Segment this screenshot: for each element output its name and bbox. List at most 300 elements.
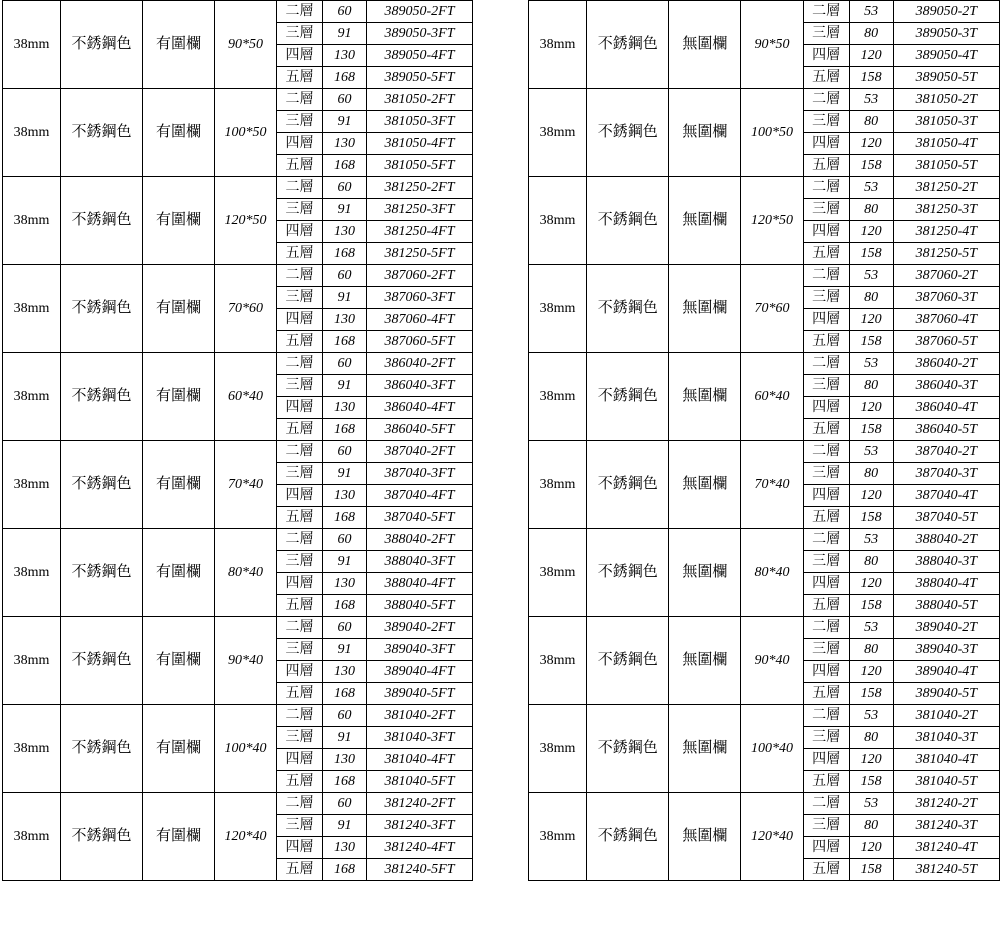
size-cell: 100*40 bbox=[741, 705, 803, 793]
model-code-cell: 387060-5FT bbox=[367, 331, 473, 353]
size-cell: 120*40 bbox=[741, 793, 803, 881]
layer-cell: 四層 bbox=[277, 749, 323, 771]
layer-cell: 五層 bbox=[277, 507, 323, 529]
model-code-cell: 381040-4T bbox=[893, 749, 999, 771]
table-row bbox=[3, 441, 473, 463]
quantity-cell: 60 bbox=[323, 617, 367, 639]
model-code-cell: 386040-4FT bbox=[367, 397, 473, 419]
quantity-cell: 91 bbox=[323, 639, 367, 661]
model-code-cell: 389040-2T bbox=[893, 617, 999, 639]
model-code-cell: 388040-3T bbox=[893, 551, 999, 573]
model-code-cell: 381250-5T bbox=[893, 243, 999, 265]
layer-cell: 四層 bbox=[803, 749, 849, 771]
fence-cell: 有圍欄 bbox=[143, 353, 215, 441]
model-code-cell: 388040-5FT bbox=[367, 595, 473, 617]
layer-cell: 二層 bbox=[803, 705, 849, 727]
table-row bbox=[3, 353, 473, 375]
panel-divider bbox=[470, 0, 528, 10]
model-code-cell: 389050-4FT bbox=[367, 45, 473, 67]
model-code-cell: 381040-4FT bbox=[367, 749, 473, 771]
quantity-cell: 53 bbox=[849, 705, 893, 727]
layer-cell: 二層 bbox=[803, 441, 849, 463]
quantity-cell: 60 bbox=[323, 89, 367, 111]
quantity-cell: 120 bbox=[849, 221, 893, 243]
model-code-cell: 381240-4T bbox=[893, 837, 999, 859]
quantity-cell: 53 bbox=[849, 529, 893, 551]
layer-cell: 五層 bbox=[277, 419, 323, 441]
layer-cell: 三層 bbox=[277, 639, 323, 661]
quantity-cell: 120 bbox=[849, 837, 893, 859]
table-row bbox=[529, 353, 1000, 375]
quantity-cell: 53 bbox=[849, 177, 893, 199]
model-code-cell: 381250-4FT bbox=[367, 221, 473, 243]
quantity-cell: 158 bbox=[849, 859, 893, 881]
layer-cell: 三層 bbox=[803, 815, 849, 837]
quantity-cell: 130 bbox=[323, 573, 367, 595]
quantity-cell: 91 bbox=[323, 199, 367, 221]
model-code-cell: 389040-4FT bbox=[367, 661, 473, 683]
quantity-cell: 168 bbox=[323, 859, 367, 881]
layer-cell: 三層 bbox=[277, 199, 323, 221]
quantity-cell: 60 bbox=[323, 793, 367, 815]
layer-cell: 三層 bbox=[803, 23, 849, 45]
table-row bbox=[529, 1, 1000, 23]
color-cell: 不銹鋼色 bbox=[61, 617, 143, 705]
layer-cell: 三層 bbox=[803, 375, 849, 397]
layer-cell: 三層 bbox=[277, 287, 323, 309]
model-code-cell: 387040-4T bbox=[893, 485, 999, 507]
quantity-cell: 80 bbox=[849, 375, 893, 397]
quantity-cell: 91 bbox=[323, 375, 367, 397]
quantity-cell: 91 bbox=[323, 727, 367, 749]
layer-cell: 四層 bbox=[277, 133, 323, 155]
quantity-cell: 80 bbox=[849, 199, 893, 221]
thickness-cell: 38mm bbox=[3, 1, 61, 89]
quantity-cell: 120 bbox=[849, 749, 893, 771]
fence-cell: 無圍欄 bbox=[669, 441, 741, 529]
layer-cell: 二層 bbox=[803, 177, 849, 199]
model-code-cell: 386040-5FT bbox=[367, 419, 473, 441]
quantity-cell: 130 bbox=[323, 485, 367, 507]
quantity-cell: 60 bbox=[323, 441, 367, 463]
quantity-cell: 120 bbox=[849, 397, 893, 419]
quantity-cell: 168 bbox=[323, 771, 367, 793]
quantity-cell: 120 bbox=[849, 573, 893, 595]
fence-cell: 無圍欄 bbox=[669, 177, 741, 265]
color-cell: 不銹鋼色 bbox=[587, 705, 669, 793]
size-cell: 90*50 bbox=[215, 1, 277, 89]
layer-cell: 四層 bbox=[803, 133, 849, 155]
color-cell: 不銹鋼色 bbox=[587, 89, 669, 177]
quantity-cell: 130 bbox=[323, 221, 367, 243]
size-cell: 100*40 bbox=[215, 705, 277, 793]
layer-cell: 二層 bbox=[803, 617, 849, 639]
quantity-cell: 130 bbox=[323, 309, 367, 331]
model-code-cell: 388040-4T bbox=[893, 573, 999, 595]
table-row bbox=[529, 705, 1000, 727]
fence-cell: 有圍欄 bbox=[143, 89, 215, 177]
model-code-cell: 387040-2FT bbox=[367, 441, 473, 463]
layer-cell: 五層 bbox=[277, 155, 323, 177]
layer-cell: 三層 bbox=[803, 111, 849, 133]
quantity-cell: 80 bbox=[849, 111, 893, 133]
layer-cell: 五層 bbox=[803, 595, 849, 617]
model-code-cell: 381050-5T bbox=[893, 155, 999, 177]
model-code-cell: 387060-2T bbox=[893, 265, 999, 287]
thickness-cell: 38mm bbox=[3, 89, 61, 177]
thickness-cell: 38mm bbox=[529, 265, 587, 353]
quantity-cell: 91 bbox=[323, 111, 367, 133]
quantity-cell: 120 bbox=[849, 133, 893, 155]
layer-cell: 二層 bbox=[277, 177, 323, 199]
model-code-cell: 389040-2FT bbox=[367, 617, 473, 639]
quantity-cell: 130 bbox=[323, 397, 367, 419]
size-cell: 100*50 bbox=[215, 89, 277, 177]
layer-cell: 三層 bbox=[803, 727, 849, 749]
fence-cell: 有圍欄 bbox=[143, 529, 215, 617]
layer-cell: 四層 bbox=[277, 45, 323, 67]
model-code-cell: 389040-4T bbox=[893, 661, 999, 683]
fence-cell: 有圍欄 bbox=[143, 265, 215, 353]
layer-cell: 五層 bbox=[277, 67, 323, 89]
fence-cell: 無圍欄 bbox=[669, 705, 741, 793]
model-code-cell: 381050-2T bbox=[893, 89, 999, 111]
model-code-cell: 387060-3T bbox=[893, 287, 999, 309]
layer-cell: 三層 bbox=[277, 727, 323, 749]
model-code-cell: 381050-2FT bbox=[367, 89, 473, 111]
size-cell: 80*40 bbox=[215, 529, 277, 617]
thickness-cell: 38mm bbox=[529, 89, 587, 177]
layer-cell: 四層 bbox=[803, 221, 849, 243]
layer-cell: 三層 bbox=[803, 287, 849, 309]
quantity-cell: 168 bbox=[323, 595, 367, 617]
layer-cell: 三層 bbox=[803, 551, 849, 573]
color-cell: 不銹鋼色 bbox=[61, 793, 143, 881]
quantity-cell: 158 bbox=[849, 67, 893, 89]
model-code-cell: 389040-3FT bbox=[367, 639, 473, 661]
table-row bbox=[529, 177, 1000, 199]
layer-cell: 三層 bbox=[277, 111, 323, 133]
layer-cell: 五層 bbox=[803, 507, 849, 529]
thickness-cell: 38mm bbox=[529, 617, 587, 705]
size-cell: 70*60 bbox=[741, 265, 803, 353]
quantity-cell: 91 bbox=[323, 551, 367, 573]
size-cell: 100*50 bbox=[741, 89, 803, 177]
model-code-cell: 381240-2FT bbox=[367, 793, 473, 815]
size-cell: 70*40 bbox=[215, 441, 277, 529]
model-code-cell: 386040-2T bbox=[893, 353, 999, 375]
color-cell: 不銹鋼色 bbox=[587, 617, 669, 705]
quantity-cell: 91 bbox=[323, 815, 367, 837]
quantity-cell: 168 bbox=[323, 155, 367, 177]
model-code-cell: 386040-3FT bbox=[367, 375, 473, 397]
thickness-cell: 38mm bbox=[3, 441, 61, 529]
layer-cell: 四層 bbox=[277, 485, 323, 507]
layer-cell: 三層 bbox=[277, 463, 323, 485]
color-cell: 不銹鋼色 bbox=[61, 177, 143, 265]
quantity-cell: 158 bbox=[849, 243, 893, 265]
size-cell: 70*40 bbox=[741, 441, 803, 529]
model-code-cell: 381240-5T bbox=[893, 859, 999, 881]
model-code-cell: 389050-2T bbox=[893, 1, 999, 23]
model-code-cell: 381040-5FT bbox=[367, 771, 473, 793]
model-code-cell: 389040-5FT bbox=[367, 683, 473, 705]
model-code-cell: 387060-2FT bbox=[367, 265, 473, 287]
quantity-cell: 158 bbox=[849, 595, 893, 617]
model-code-cell: 381250-2FT bbox=[367, 177, 473, 199]
fence-cell: 有圍欄 bbox=[143, 705, 215, 793]
quantity-cell: 91 bbox=[323, 287, 367, 309]
quantity-cell: 60 bbox=[323, 1, 367, 23]
layer-cell: 四層 bbox=[277, 573, 323, 595]
layer-cell: 二層 bbox=[803, 353, 849, 375]
layer-cell: 四層 bbox=[277, 397, 323, 419]
fence-cell: 有圍欄 bbox=[143, 793, 215, 881]
layer-cell: 二層 bbox=[277, 353, 323, 375]
quantity-cell: 158 bbox=[849, 771, 893, 793]
quantity-cell: 130 bbox=[323, 133, 367, 155]
table-row bbox=[529, 793, 1000, 815]
left-spec-panel bbox=[0, 0, 470, 881]
table-row bbox=[529, 529, 1000, 551]
model-code-cell: 387040-3FT bbox=[367, 463, 473, 485]
quantity-cell: 53 bbox=[849, 441, 893, 463]
color-cell: 不銹鋼色 bbox=[61, 89, 143, 177]
thickness-cell: 38mm bbox=[3, 705, 61, 793]
fence-cell: 有圍欄 bbox=[143, 1, 215, 89]
layer-cell: 五層 bbox=[803, 155, 849, 177]
layer-cell: 三層 bbox=[277, 23, 323, 45]
model-code-cell: 381050-3FT bbox=[367, 111, 473, 133]
thickness-cell: 38mm bbox=[529, 793, 587, 881]
model-code-cell: 381250-2T bbox=[893, 177, 999, 199]
model-code-cell: 381050-4T bbox=[893, 133, 999, 155]
color-cell: 不銹鋼色 bbox=[587, 265, 669, 353]
thickness-cell: 38mm bbox=[529, 529, 587, 617]
layer-cell: 三層 bbox=[277, 551, 323, 573]
layer-cell: 二層 bbox=[277, 1, 323, 23]
model-code-cell: 389040-3T bbox=[893, 639, 999, 661]
model-code-cell: 381040-5T bbox=[893, 771, 999, 793]
quantity-cell: 91 bbox=[323, 463, 367, 485]
quantity-cell: 130 bbox=[323, 837, 367, 859]
quantity-cell: 53 bbox=[849, 89, 893, 111]
layer-cell: 二層 bbox=[803, 1, 849, 23]
layer-cell: 二層 bbox=[277, 617, 323, 639]
fence-cell: 無圍欄 bbox=[669, 1, 741, 89]
layer-cell: 二層 bbox=[277, 793, 323, 815]
quantity-cell: 130 bbox=[323, 749, 367, 771]
layer-cell: 三層 bbox=[277, 375, 323, 397]
size-cell: 90*40 bbox=[741, 617, 803, 705]
table-row bbox=[3, 177, 473, 199]
color-cell: 不銹鋼色 bbox=[587, 793, 669, 881]
layer-cell: 五層 bbox=[803, 419, 849, 441]
layer-cell: 二層 bbox=[803, 793, 849, 815]
quantity-cell: 130 bbox=[323, 661, 367, 683]
fence-cell: 無圍欄 bbox=[669, 793, 741, 881]
thickness-cell: 38mm bbox=[529, 1, 587, 89]
quantity-cell: 53 bbox=[849, 353, 893, 375]
color-cell: 不銹鋼色 bbox=[61, 529, 143, 617]
model-code-cell: 381250-5FT bbox=[367, 243, 473, 265]
layer-cell: 五層 bbox=[277, 243, 323, 265]
layer-cell: 五層 bbox=[803, 683, 849, 705]
layer-cell: 四層 bbox=[803, 45, 849, 67]
quantity-cell: 80 bbox=[849, 815, 893, 837]
table-row bbox=[529, 441, 1000, 463]
model-code-cell: 388040-2T bbox=[893, 529, 999, 551]
color-cell: 不銹鋼色 bbox=[587, 441, 669, 529]
model-code-cell: 387060-5T bbox=[893, 331, 999, 353]
layer-cell: 五層 bbox=[277, 683, 323, 705]
model-code-cell: 381040-2FT bbox=[367, 705, 473, 727]
model-code-cell: 381240-3T bbox=[893, 815, 999, 837]
quantity-cell: 53 bbox=[849, 617, 893, 639]
layer-cell: 二層 bbox=[277, 705, 323, 727]
color-cell: 不銹鋼色 bbox=[61, 1, 143, 89]
layer-cell: 五層 bbox=[803, 771, 849, 793]
model-code-cell: 388040-5T bbox=[893, 595, 999, 617]
model-code-cell: 381050-3T bbox=[893, 111, 999, 133]
thickness-cell: 38mm bbox=[529, 177, 587, 265]
model-code-cell: 381250-3T bbox=[893, 199, 999, 221]
layer-cell: 五層 bbox=[277, 771, 323, 793]
size-cell: 80*40 bbox=[741, 529, 803, 617]
thickness-cell: 38mm bbox=[3, 353, 61, 441]
layer-cell: 五層 bbox=[277, 595, 323, 617]
model-code-cell: 387040-4FT bbox=[367, 485, 473, 507]
right-spec-table bbox=[528, 0, 1000, 881]
color-cell: 不銹鋼色 bbox=[61, 441, 143, 529]
size-cell: 120*40 bbox=[215, 793, 277, 881]
fence-cell: 無圍欄 bbox=[669, 265, 741, 353]
layer-cell: 二層 bbox=[277, 89, 323, 111]
table-row bbox=[3, 529, 473, 551]
color-cell: 不銹鋼色 bbox=[587, 529, 669, 617]
model-code-cell: 387040-5T bbox=[893, 507, 999, 529]
quantity-cell: 168 bbox=[323, 507, 367, 529]
model-code-cell: 387040-5FT bbox=[367, 507, 473, 529]
table-row bbox=[3, 793, 473, 815]
quantity-cell: 60 bbox=[323, 177, 367, 199]
quantity-cell: 158 bbox=[849, 331, 893, 353]
fence-cell: 有圍欄 bbox=[143, 441, 215, 529]
thickness-cell: 38mm bbox=[3, 793, 61, 881]
size-cell: 60*40 bbox=[215, 353, 277, 441]
layer-cell: 四層 bbox=[803, 485, 849, 507]
quantity-cell: 120 bbox=[849, 45, 893, 67]
size-cell: 120*50 bbox=[741, 177, 803, 265]
table-row bbox=[3, 1, 473, 23]
quantity-cell: 168 bbox=[323, 683, 367, 705]
quantity-cell: 60 bbox=[323, 705, 367, 727]
model-code-cell: 381040-3FT bbox=[367, 727, 473, 749]
model-code-cell: 387040-2T bbox=[893, 441, 999, 463]
quantity-cell: 53 bbox=[849, 793, 893, 815]
color-cell: 不銹鋼色 bbox=[587, 353, 669, 441]
model-code-cell: 386040-2FT bbox=[367, 353, 473, 375]
model-code-cell: 381050-5FT bbox=[367, 155, 473, 177]
model-code-cell: 389050-4T bbox=[893, 45, 999, 67]
quantity-cell: 168 bbox=[323, 243, 367, 265]
layer-cell: 二層 bbox=[277, 441, 323, 463]
fence-cell: 無圍欄 bbox=[669, 353, 741, 441]
color-cell: 不銹鋼色 bbox=[61, 265, 143, 353]
layer-cell: 四層 bbox=[803, 837, 849, 859]
layer-cell: 四層 bbox=[277, 221, 323, 243]
quantity-cell: 53 bbox=[849, 265, 893, 287]
quantity-cell: 120 bbox=[849, 309, 893, 331]
fence-cell: 有圍欄 bbox=[143, 177, 215, 265]
quantity-cell: 158 bbox=[849, 507, 893, 529]
table-row bbox=[3, 265, 473, 287]
layer-cell: 五層 bbox=[277, 859, 323, 881]
size-cell: 120*50 bbox=[215, 177, 277, 265]
model-code-cell: 387060-3FT bbox=[367, 287, 473, 309]
layer-cell: 二層 bbox=[803, 265, 849, 287]
model-code-cell: 381250-4T bbox=[893, 221, 999, 243]
layer-cell: 五層 bbox=[803, 331, 849, 353]
model-code-cell: 389050-5FT bbox=[367, 67, 473, 89]
quantity-cell: 158 bbox=[849, 155, 893, 177]
model-code-cell: 381240-5FT bbox=[367, 859, 473, 881]
thickness-cell: 38mm bbox=[529, 705, 587, 793]
layer-cell: 三層 bbox=[803, 639, 849, 661]
layer-cell: 四層 bbox=[803, 573, 849, 595]
model-code-cell: 389050-3FT bbox=[367, 23, 473, 45]
model-code-cell: 381240-4FT bbox=[367, 837, 473, 859]
quantity-cell: 80 bbox=[849, 23, 893, 45]
fence-cell: 無圍欄 bbox=[669, 617, 741, 705]
layer-cell: 五層 bbox=[803, 859, 849, 881]
quantity-cell: 120 bbox=[849, 485, 893, 507]
quantity-cell: 168 bbox=[323, 331, 367, 353]
model-code-cell: 386040-3T bbox=[893, 375, 999, 397]
color-cell: 不銹鋼色 bbox=[61, 353, 143, 441]
quantity-cell: 130 bbox=[323, 45, 367, 67]
layer-cell: 五層 bbox=[803, 67, 849, 89]
quantity-cell: 158 bbox=[849, 419, 893, 441]
right-spec-panel bbox=[528, 0, 1000, 881]
size-cell: 90*40 bbox=[215, 617, 277, 705]
table-row bbox=[529, 265, 1000, 287]
model-code-cell: 381240-3FT bbox=[367, 815, 473, 837]
model-code-cell: 387060-4T bbox=[893, 309, 999, 331]
quantity-cell: 168 bbox=[323, 67, 367, 89]
model-code-cell: 381040-2T bbox=[893, 705, 999, 727]
thickness-cell: 38mm bbox=[529, 353, 587, 441]
quantity-cell: 53 bbox=[849, 1, 893, 23]
quantity-cell: 80 bbox=[849, 551, 893, 573]
layer-cell: 五層 bbox=[803, 243, 849, 265]
layer-cell: 二層 bbox=[803, 529, 849, 551]
model-code-cell: 389050-3T bbox=[893, 23, 999, 45]
color-cell: 不銹鋼色 bbox=[587, 177, 669, 265]
layer-cell: 三層 bbox=[803, 199, 849, 221]
left-spec-table bbox=[2, 0, 473, 881]
quantity-cell: 80 bbox=[849, 463, 893, 485]
model-code-cell: 388040-3FT bbox=[367, 551, 473, 573]
model-code-cell: 387040-3T bbox=[893, 463, 999, 485]
model-code-cell: 381050-4FT bbox=[367, 133, 473, 155]
quantity-cell: 168 bbox=[323, 419, 367, 441]
model-code-cell: 381240-2T bbox=[893, 793, 999, 815]
model-code-cell: 389050-5T bbox=[893, 67, 999, 89]
thickness-cell: 38mm bbox=[529, 441, 587, 529]
table-row bbox=[3, 617, 473, 639]
quantity-cell: 80 bbox=[849, 639, 893, 661]
